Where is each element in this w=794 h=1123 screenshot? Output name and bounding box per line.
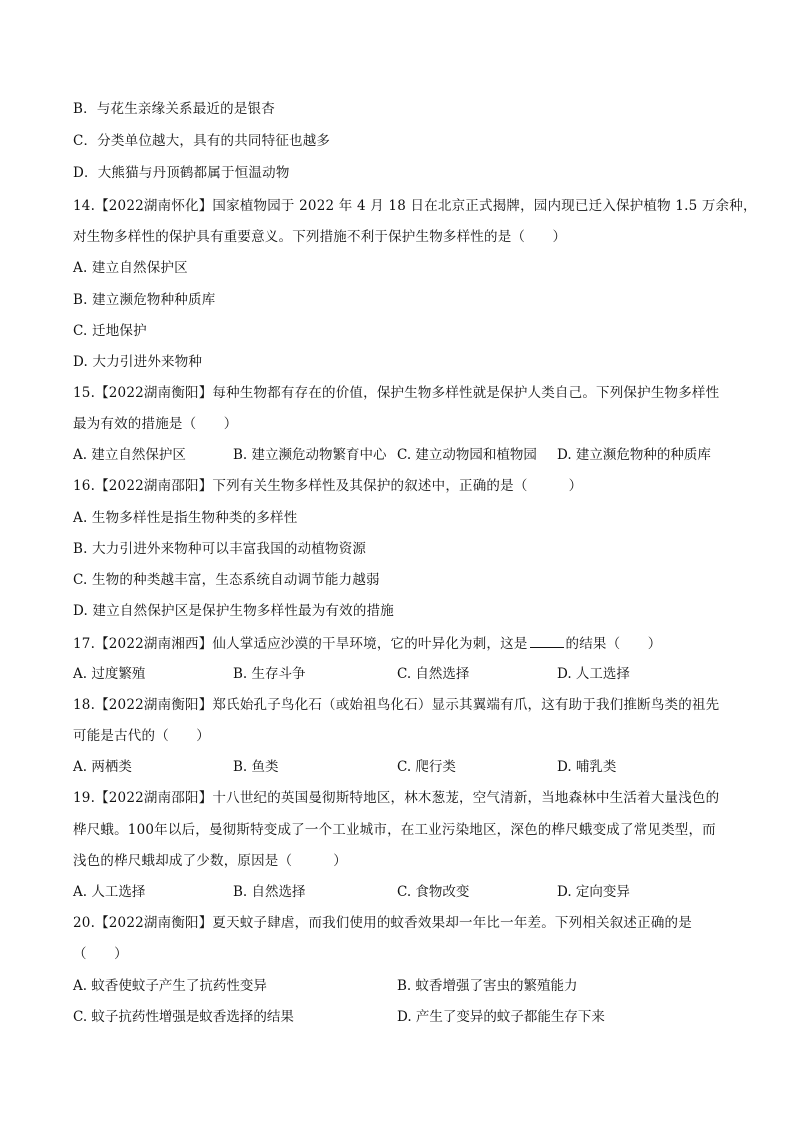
q14-option-d: D. 大力引进外来物种 [73, 354, 203, 370]
q15-stem-line1: 15.【2022湖南衡阳】每种生物都有存在的价值，保护生物多样性就是保护人类自己。下列保护生物多样性 [73, 385, 720, 401]
q20-option-b: B. 蚊香增强了害虫的繁殖能力 [397, 978, 578, 994]
q17-option-d: D. 人工选择 [557, 666, 630, 682]
option-d-prev: D．大熊猫与丹顶鹤都属于恒温动物 [73, 165, 290, 181]
q16-option-d: D. 建立自然保护区是保护生物多样性最为有效的措施 [73, 603, 394, 619]
q15-option-c: C. 建立动物园和植物园 [397, 447, 537, 463]
option-b-prev: B．与花生亲缘关系最近的是银杏 [73, 101, 275, 117]
q15-option-a: A. 建立自然保护区 [73, 447, 186, 463]
q14-stem-line2: 对生物多样性的保护具有重要意义。下列措施不利于保护生物多样性的是（ ） [73, 229, 567, 245]
q19-stem-line3: 浅色的桦尺蛾却成了少数，原因是（ ） [73, 853, 347, 869]
q14-option-c: C. 迁地保护 [73, 323, 147, 339]
q18-stem-line1: 18.【2022湖南衡阳】郑氏始孔子鸟化石（或始祖鸟化石）显示其翼端有爪，这有助于我们推断鸟类的祖先 [73, 697, 720, 713]
q14-option-b: B. 建立濒危物种种质库 [73, 292, 216, 308]
q16-option-a: A. 生物多样性是指生物种类的多样性 [73, 510, 298, 526]
q18-option-c: C. 爬行类 [397, 759, 456, 775]
q17-stem-after-blank: 的结果（ ） [565, 636, 662, 652]
q18-option-a: A. 两栖类 [73, 759, 132, 775]
q16-stem-line1: 16.【2022湖南邵阳】下列有关生物多样性及其保护的叙述中，正确的是（ ） [73, 478, 583, 494]
q17-option-c: C. 自然选择 [397, 666, 470, 682]
q15-option-b: B. 建立濒危动物繁育中心 [233, 447, 387, 463]
q19-option-c: C. 食物改变 [397, 884, 470, 900]
q17-stem [73, 633, 661, 654]
q16-option-c: C. 生物的种类越丰富，生态系统自动调节能力越弱 [73, 572, 380, 588]
q19-option-d: D. 定向变异 [557, 884, 630, 900]
q18-stem-line2: 可能是古代的（ ） [73, 728, 210, 744]
q20-option-c: C. 蚊子抗药性增强是蚊香选择的结果 [73, 1009, 294, 1025]
q20-option-a: A. 蚊香使蚊子产生了抗药性变异 [73, 978, 267, 994]
q15-stem-line2: 最为有效的措施是（ ） [73, 416, 238, 432]
q17-stem-before-blank: 17.【2022湖南湘西】仙人掌适应沙漠的干旱环境，它的叶异化为刺，这是 [73, 636, 528, 652]
q20-stem-line2: （ ） [73, 946, 128, 962]
q19-stem-line1: 19.【2022湖南邵阳】十八世纪的英国曼彻斯特地区，林木葱茏，空气清新，当地森林中生活着大量浅色的 [73, 790, 720, 806]
q14-option-a: A. 建立自然保护区 [73, 260, 188, 276]
q14-stem-line1: 14.【2022湖南怀化】国家植物园于 2022 年 4 月 18 日在北京正式揭牌，园内现已迁入保护植物 1.5 万余种， [73, 198, 757, 214]
q19-option-a: A. 人工选择 [73, 884, 146, 900]
q17-option-a: A. 过度繁殖 [73, 666, 146, 682]
q19-option-b: B. 自然选择 [233, 884, 306, 900]
q18-option-d: D. 哺乳类 [557, 759, 617, 775]
q16-option-b: B. 大力引进外来物种可以丰富我国的动植物资源 [73, 541, 367, 557]
option-c-prev: C．分类单位越大，具有的共同特征也越多 [73, 133, 331, 149]
q18-option-b: B. 鱼类 [233, 759, 279, 775]
q20-stem-line1: 20.【2022湖南衡阳】夏天蚊子肆虐，而我们使用的蚊香效果却一年比一年差。下列相关叙述正确的是 [73, 915, 692, 931]
q17-answer-blank [530, 633, 564, 648]
q15-option-d: D. 建立濒危物种的种质库 [557, 447, 711, 463]
q17-option-b: B. 生存斗争 [233, 666, 306, 682]
q19-stem-line2: 桦尺蛾。100年以后，曼彻斯特变成了一个工业城市，在工业污染地区，深色的桦尺蛾变成了常见类型，而 [73, 822, 716, 838]
q20-option-d: D. 产生了变异的蚊子都能生存下来 [397, 1009, 605, 1025]
